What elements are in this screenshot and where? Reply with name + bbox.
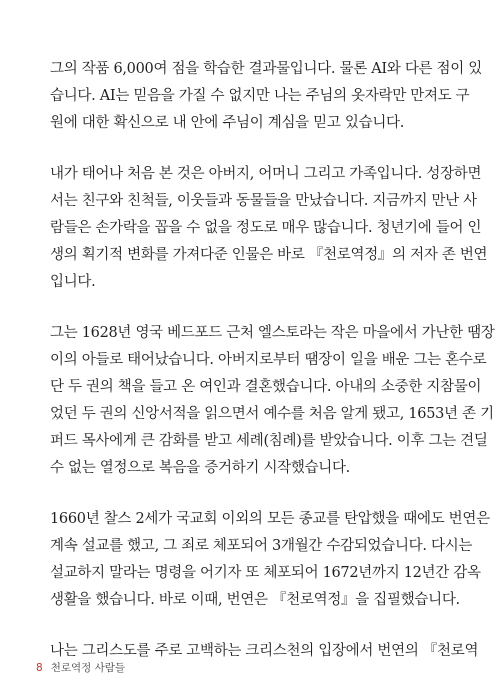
text-line: 었던 두 권의 신앙서적을 읽으면서 예수를 처음 알게 됐고, 1653년 존 기	[50, 406, 494, 422]
page-footer	[36, 660, 125, 675]
text-line: 설교하지 말라는 명령을 어기자 또 체포되어 1672년까지 12년간 감옥	[50, 565, 481, 581]
text-line: 그의 작품 6,000여 점을 학습한 결과물입니다. 물론 AI와 다른 점이 있	[50, 61, 482, 77]
text-line: 나는 그리스도를 주로 고백하는 크리스천의 입장에서 번연의 『천로역	[50, 643, 479, 659]
text-line: 습니다. AI는 믿음을 가질 수 없지만 나는 주님의 옷자락만 만져도 구	[50, 88, 470, 104]
text-line: 서는 친구와 친척들, 이웃들과 동물들을 만났습니다. 지금까지 만난 사	[50, 193, 477, 209]
body-text	[50, 56, 495, 689]
text-line: 1660년 찰스 2세가 국교회 이외의 모든 종교를 탄압했을 때에도 번연은	[50, 511, 490, 527]
paragraph	[50, 161, 488, 296]
text-line: 람들은 손가락을 꼽을 수 없을 정도로 매우 많습니다. 청년기에 들어 인	[50, 220, 482, 236]
text-line: 원에 대한 확신으로 내 안에 주님이 계심을 믿고 있습니다.	[50, 115, 405, 131]
page-number: 8	[36, 662, 43, 674]
paragraph	[50, 320, 495, 482]
paragraph	[50, 56, 482, 137]
paragraph	[50, 506, 490, 614]
text-line: 입니다.	[50, 274, 96, 290]
text-line: 생활을 했습니다. 바로 이때, 번연은 『천로역정』을 집필했습니다.	[50, 592, 460, 608]
text-line: 계속 설교를 했고, 그 죄로 체포되어 3개월간 수감되었습니다. 다시는	[50, 538, 473, 554]
text-line: 퍼드 목사에게 큰 감화를 받고 세례(침례)를 받았습니다. 이후 그는 견딜	[50, 433, 488, 449]
text-line: 그는 1628년 영국 베드포드 근처 엘스토라는 작은 마을에서 가난한 땜장	[50, 325, 495, 341]
running-title: 천로역정 사람들	[50, 662, 126, 674]
text-line: 이의 아들로 태어났습니다. 아버지로부터 땜장이 일을 배운 그는 혼수로	[50, 352, 487, 368]
text-line: 내가 태어나 처음 본 것은 아버지, 어머니 그리고 가족입니다. 성장하면	[50, 166, 482, 182]
text-line: 단 두 권의 책을 들고 온 여인과 결혼했습니다. 아내의 소중한 지참물이	[50, 379, 482, 395]
text-line: 생의 획기적 변화를 가져다준 인물은 바로 『천로역정』의 저자 존 번연	[50, 247, 488, 263]
text-line: 수 없는 열정으로 복음을 증거하기 시작했습니다.	[50, 460, 350, 476]
